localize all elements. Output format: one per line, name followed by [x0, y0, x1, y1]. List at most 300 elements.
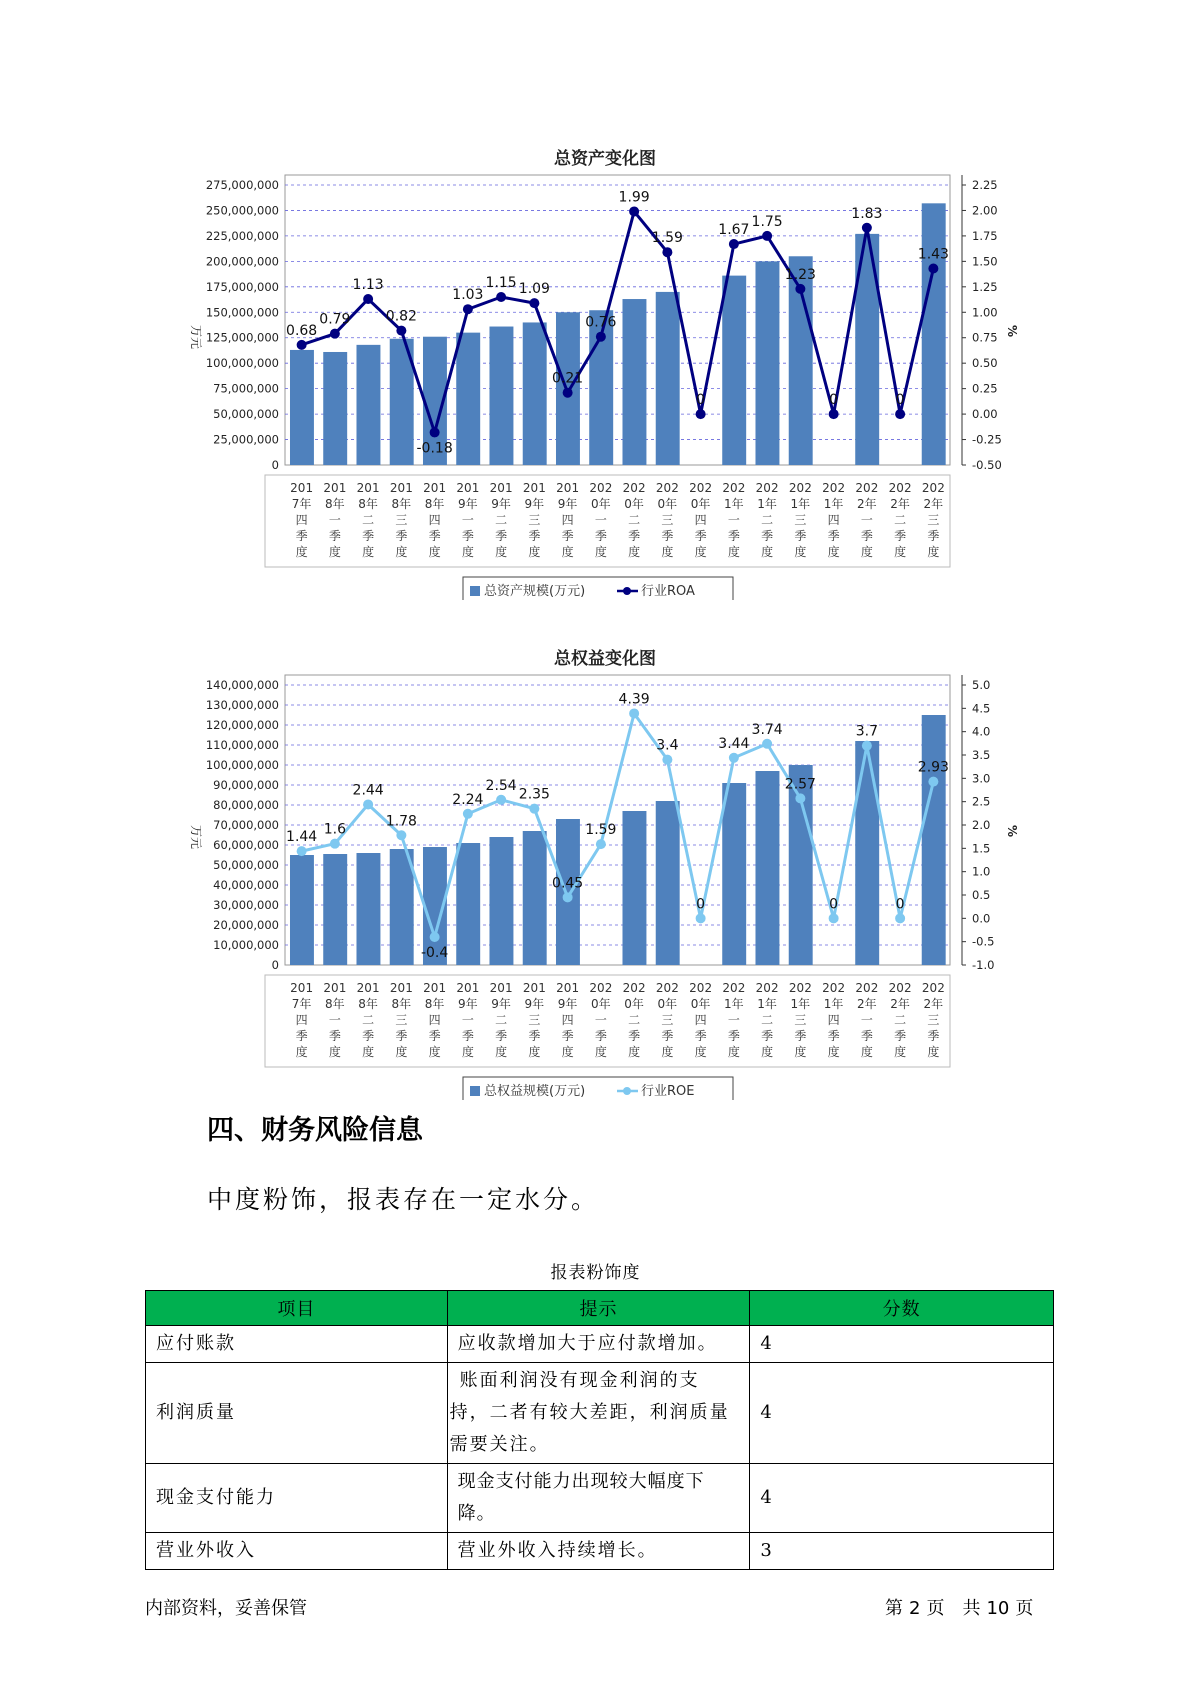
right-tick-label: -0.50	[972, 458, 1002, 472]
category-label: 季	[860, 529, 873, 543]
line-point	[596, 839, 606, 849]
bar	[489, 837, 513, 965]
row-score: 3	[750, 1533, 1054, 1570]
bar	[356, 853, 380, 965]
category-label: 0年	[591, 497, 611, 511]
data-label: 1.13	[352, 277, 384, 294]
category-label: 度	[328, 1045, 341, 1059]
category-label: 季	[362, 529, 375, 543]
category-label: 9年	[524, 497, 545, 511]
category-label: 季	[661, 529, 674, 543]
right-tick-label: 0.00	[972, 407, 998, 422]
risk-table	[145, 1290, 1054, 1570]
line-point	[596, 332, 606, 342]
category-label: 二	[894, 1013, 907, 1027]
right-tick-label: 1.00	[972, 305, 998, 320]
category-label: 一	[461, 1013, 474, 1027]
data-label: 3.74	[751, 721, 783, 738]
category-label: 202	[689, 981, 713, 995]
left-tick-label: 225,000,000	[205, 228, 279, 243]
right-tick-label: 3.0	[972, 771, 991, 786]
bar	[323, 352, 347, 465]
table-row	[146, 1464, 1054, 1533]
data-label: 1.83	[851, 205, 883, 222]
line-point	[829, 409, 839, 419]
bar	[656, 801, 680, 965]
category-label: 度	[295, 545, 308, 559]
category-label: 季	[528, 1029, 541, 1043]
category-label: 季	[362, 1029, 375, 1043]
category-label: 1年	[823, 497, 844, 511]
category-label: 度	[761, 545, 774, 559]
bar	[722, 783, 746, 965]
data-label: 2.57	[784, 776, 816, 793]
category-label: 202	[822, 481, 846, 495]
category-label: 201	[356, 981, 380, 995]
left-tick-label: 90,000,000	[213, 778, 279, 792]
page-current: 2	[909, 1598, 921, 1619]
category-label: 季	[927, 529, 940, 543]
category-label: 201	[556, 481, 580, 495]
right-tick-label: 0.75	[972, 330, 998, 345]
bar	[456, 333, 480, 465]
category-label: 201	[522, 981, 546, 995]
right-tick-label: 4.5	[972, 701, 991, 716]
category-label: 度	[827, 1045, 840, 1059]
category-label: 季	[794, 1029, 807, 1043]
category-label: 度	[927, 1045, 940, 1059]
line-point	[729, 753, 739, 763]
right-tick-label: 2.0	[972, 818, 991, 832]
left-tick-label: 80,000,000	[213, 798, 279, 812]
category-label: 0年	[624, 997, 644, 1011]
category-label: 度	[395, 1045, 408, 1059]
right-tick-label: 1.5	[972, 841, 991, 856]
category-label: 度	[594, 545, 607, 559]
table-row	[146, 1363, 1054, 1464]
left-tick-label: 120,000,000	[205, 718, 279, 732]
category-label: 度	[927, 545, 940, 559]
bar	[290, 855, 314, 965]
category-label: 度	[461, 1045, 474, 1059]
line-point	[330, 839, 340, 849]
table-caption: 报表粉饰度	[550, 1263, 641, 1283]
category-label: 季	[428, 529, 441, 543]
right-tick-label: 1.0	[972, 864, 991, 879]
category-label: 0年	[624, 497, 644, 511]
bar	[922, 715, 946, 965]
category-label: 9年	[491, 997, 511, 1011]
category-label: 202	[722, 981, 746, 995]
header-item: 项目	[146, 1291, 448, 1326]
left-tick-label: 50,000,000	[213, 858, 279, 872]
category-label: 季	[727, 1029, 740, 1043]
category-label: 季	[561, 1029, 574, 1043]
category-label: 季	[761, 1029, 774, 1043]
data-label: 0	[895, 392, 905, 409]
line-point	[529, 298, 539, 308]
data-label: 1.23	[784, 266, 816, 283]
line-point	[463, 809, 473, 819]
category-label: 季	[428, 1029, 441, 1043]
category-label: 度	[495, 1045, 508, 1059]
left-tick-label: 140,000,000	[205, 678, 279, 692]
category-label: 9年	[524, 997, 545, 1011]
bar	[656, 292, 680, 465]
right-tick-label: 1.50	[972, 254, 998, 269]
category-label: 季	[495, 529, 508, 543]
data-label: 1.15	[485, 275, 517, 291]
right-tick-label: 2.25	[972, 178, 998, 192]
line-point	[862, 223, 872, 233]
data-label: 3.7	[855, 723, 879, 740]
category-label: 季	[860, 1029, 873, 1043]
line-point	[862, 741, 872, 751]
data-label: 1.44	[286, 829, 318, 846]
category-label: 1年	[757, 997, 777, 1011]
category-label: 202	[755, 481, 779, 495]
right-tick-label: 2.5	[972, 794, 991, 809]
row-item: 现金支付能力	[146, 1464, 448, 1533]
category-label: 季	[328, 529, 341, 543]
left-tick-label: 125,000,000	[205, 330, 279, 345]
category-label: 度	[727, 1045, 740, 1059]
right-tick-label: 0.50	[972, 356, 998, 371]
right-tick-label: 0.0	[972, 911, 991, 926]
category-label: 度	[794, 1045, 807, 1059]
data-label: 0	[895, 896, 905, 913]
line-point	[563, 892, 573, 902]
line-point	[629, 708, 639, 718]
left-tick-label: 200,000,000	[205, 254, 279, 269]
category-label: 季	[894, 1029, 907, 1043]
right-tick-label: -0.25	[972, 432, 1002, 447]
category-label: 202	[888, 981, 912, 995]
data-label: 0	[829, 392, 839, 409]
line-point	[895, 409, 905, 419]
left-tick-label: 70,000,000	[213, 818, 279, 832]
category-label: 202	[655, 481, 679, 495]
category-label: 度	[628, 545, 641, 559]
data-label: 1.99	[618, 189, 650, 206]
category-label: 201	[323, 981, 347, 995]
data-label: 1.09	[518, 281, 550, 298]
line-point	[928, 777, 938, 787]
category-label: 201	[456, 981, 480, 995]
bar	[456, 843, 480, 965]
left-tick-label: 30,000,000	[213, 898, 279, 912]
left-tick-label: 100,000,000	[205, 356, 279, 371]
category-label: 三	[661, 513, 674, 527]
category-label: 季	[594, 1029, 607, 1043]
category-label: 度	[661, 1045, 674, 1059]
category-label: 四	[295, 513, 308, 527]
category-label: 季	[395, 529, 408, 543]
bar	[755, 261, 779, 465]
category-label: 2年	[923, 497, 944, 511]
category-label: 二	[894, 513, 907, 527]
category-label: 一	[461, 513, 474, 527]
left-tick-label: 275,000,000	[205, 178, 279, 192]
row-score: 4	[750, 1363, 1054, 1464]
category-label: 201	[323, 481, 347, 495]
line-point	[895, 913, 905, 923]
line-point	[430, 932, 440, 942]
category-label: 度	[794, 545, 807, 559]
row-hint: 现金支付能力出现较大幅度下降。	[447, 1464, 750, 1533]
total-equity-chart-svg	[180, 640, 1030, 1100]
category-label: 201	[556, 981, 580, 995]
bar	[556, 819, 580, 965]
line-point	[297, 340, 307, 350]
category-label: 四	[561, 1013, 574, 1027]
category-label: 四	[827, 1013, 840, 1027]
legend-bar-swatch	[470, 586, 480, 596]
line-point	[795, 284, 805, 294]
page-suffix: 页	[1015, 1598, 1034, 1619]
left-tick-label: 20,000,000	[213, 918, 279, 932]
category-label: 度	[528, 545, 541, 559]
category-label: 度	[362, 545, 375, 559]
table-header-row	[146, 1291, 1054, 1326]
category-label: 季	[694, 1029, 707, 1043]
category-label: 8年	[391, 997, 412, 1011]
line-point	[696, 913, 706, 923]
category-label: 202	[788, 481, 812, 495]
category-label: 季	[894, 529, 907, 543]
left-tick-label: 10,000,000	[213, 938, 279, 952]
category-label: 四	[827, 513, 840, 527]
category-label: 201	[356, 481, 380, 495]
row-hint: 营业外收入持续增长。	[447, 1533, 750, 1570]
bar	[489, 327, 513, 465]
data-label: 1.78	[385, 813, 417, 830]
category-label: 9年	[458, 997, 478, 1011]
category-label: 四	[561, 513, 574, 527]
legend-bar-label: 总权益规模(万元)	[484, 1084, 586, 1099]
category-label: 度	[561, 1045, 574, 1059]
category-label: 1年	[790, 997, 811, 1011]
category-label: 三	[927, 513, 940, 527]
left-tick-label: 110,000,000	[205, 738, 279, 752]
data-label: 1.6	[323, 821, 347, 838]
chart-title: 总资产变化图	[554, 149, 656, 169]
category-label: 202	[622, 981, 646, 995]
data-label: -0.18	[416, 440, 453, 457]
legend-line-marker	[623, 587, 631, 595]
right-tick-label: 5.0	[972, 678, 991, 692]
category-label: 二	[761, 513, 774, 527]
legend-line-marker	[623, 1087, 631, 1095]
category-label: 季	[827, 1029, 840, 1043]
bar	[722, 276, 746, 465]
category-label: 度	[495, 545, 508, 559]
category-label: 度	[528, 1045, 541, 1059]
legend-line-label: 行业ROE	[641, 1084, 695, 1099]
bar	[622, 299, 646, 465]
category-label: 201	[489, 481, 513, 495]
left-tick-label: 0	[271, 458, 279, 472]
page-prefix: 第	[885, 1598, 903, 1619]
category-label: 0年	[690, 997, 711, 1011]
category-label: 202	[755, 981, 779, 995]
line-point	[629, 206, 639, 216]
category-label: 8年	[325, 997, 345, 1011]
category-label: 二	[362, 513, 375, 527]
category-label: 度	[761, 1045, 774, 1059]
category-label: 三	[661, 1013, 674, 1027]
right-tick-label: 1.25	[972, 279, 998, 294]
category-label: 1年	[790, 497, 811, 511]
data-label: 0.76	[585, 314, 617, 331]
category-label: 度	[395, 545, 408, 559]
category-label: 7年	[291, 497, 312, 511]
left-tick-label: 0	[271, 958, 279, 972]
left-tick-label: 40,000,000	[213, 878, 279, 892]
category-label: 季	[694, 529, 707, 543]
category-label: 201	[290, 981, 314, 995]
right-axis-unit: %	[1005, 825, 1019, 838]
left-tick-label: 250,000,000	[205, 203, 279, 218]
category-label: 201	[489, 981, 513, 995]
line-point	[529, 804, 539, 814]
data-label: 0.79	[319, 311, 351, 328]
category-label: 度	[561, 545, 574, 559]
category-label: 四	[428, 1013, 441, 1027]
category-label: 度	[428, 545, 441, 559]
page-indicator	[885, 1594, 1039, 1620]
category-label: 度	[860, 1045, 873, 1059]
page-total: 10	[986, 1598, 1010, 1619]
category-label: 202	[589, 981, 613, 995]
category-label: 季	[827, 529, 840, 543]
table-row	[146, 1326, 1054, 1363]
category-label: 0年	[657, 497, 678, 511]
page-mid: 页	[926, 1598, 945, 1619]
category-label: 季	[495, 1029, 508, 1043]
left-tick-label: 25,000,000	[213, 432, 279, 447]
category-label: 度	[428, 1045, 441, 1059]
category-label: 2年	[890, 997, 910, 1011]
category-label: 季	[628, 529, 641, 543]
category-label: 一	[860, 513, 873, 527]
data-label: 4.39	[618, 691, 650, 708]
category-label: 三	[794, 513, 807, 527]
category-label: 202	[822, 981, 846, 995]
data-label: 0.82	[385, 308, 417, 325]
category-label: 202	[589, 481, 613, 495]
data-label: 1.75	[751, 213, 783, 230]
line-point	[829, 913, 839, 923]
category-label: 1年	[724, 997, 744, 1011]
category-label: 二	[628, 1013, 641, 1027]
category-label: 9年	[557, 497, 578, 511]
data-label: 1.67	[718, 222, 750, 239]
bar	[290, 350, 314, 465]
category-label: 季	[761, 529, 774, 543]
category-label: 度	[461, 545, 474, 559]
category-label: 一	[727, 513, 740, 527]
category-label: 201	[389, 481, 413, 495]
category-label: 202	[855, 481, 879, 495]
category-label: 1年	[757, 497, 777, 511]
category-label: 202	[888, 481, 912, 495]
left-tick-label: 75,000,000	[213, 381, 279, 396]
category-label: 季	[295, 529, 308, 543]
category-label: 二	[495, 513, 508, 527]
section-heading: 四、财务风险信息	[207, 1115, 423, 1146]
category-label: 2年	[857, 497, 877, 511]
category-label: 季	[794, 529, 807, 543]
category-label: 201	[522, 481, 546, 495]
data-label: 0.68	[286, 322, 318, 339]
category-label: 8年	[358, 997, 378, 1011]
category-label: 2年	[923, 997, 944, 1011]
row-score: 4	[750, 1464, 1054, 1533]
category-label: 四	[694, 513, 707, 527]
category-label: 8年	[391, 497, 412, 511]
data-label: -0.4	[420, 945, 449, 961]
category-label: 三	[927, 1013, 940, 1027]
right-tick-label: 3.5	[972, 748, 991, 762]
row-score: 4	[750, 1326, 1054, 1363]
right-tick-label: 2.00	[972, 203, 998, 218]
data-label: 1.43	[917, 246, 949, 263]
category-label: 度	[594, 1045, 607, 1059]
category-label: 1年	[823, 997, 844, 1011]
data-label: 0.45	[552, 875, 584, 892]
data-label: 0	[696, 392, 706, 409]
category-label: 季	[561, 529, 574, 543]
category-label: 201	[456, 481, 480, 495]
right-tick-label: 4.0	[972, 724, 991, 739]
category-label: 三	[395, 1013, 408, 1027]
line-point	[928, 263, 938, 273]
legend-bar-label: 总资产规模(万元)	[484, 584, 586, 599]
right-tick-label: 0.25	[972, 381, 998, 396]
right-tick-label: -1.0	[972, 958, 995, 972]
category-label: 度	[827, 545, 840, 559]
category-label: 1年	[724, 497, 744, 511]
line-point	[729, 239, 739, 249]
right-axis-unit: %	[1005, 325, 1019, 338]
left-tick-label: 175,000,000	[205, 279, 279, 294]
category-label: 0年	[690, 497, 711, 511]
category-label: 201	[423, 481, 447, 495]
left-tick-label: 100,000,000	[205, 758, 279, 772]
category-label: 202	[655, 981, 679, 995]
category-label: 度	[628, 1045, 641, 1059]
line-point	[430, 427, 440, 437]
right-tick-label: 0.5	[972, 888, 991, 902]
legend-bar-swatch	[470, 1086, 480, 1096]
category-label: 度	[694, 1045, 707, 1059]
legend-line-label: 行业ROA	[641, 584, 695, 599]
category-label: 9年	[458, 497, 478, 511]
category-label: 一	[727, 1013, 740, 1027]
total-equity-chart	[180, 640, 1030, 1100]
category-label: 201	[389, 981, 413, 995]
category-label: 7年	[291, 997, 312, 1011]
line-point	[496, 292, 506, 302]
data-label: 2.44	[352, 782, 384, 799]
total-assets-chart	[180, 140, 1030, 600]
category-label: 季	[661, 1029, 674, 1043]
category-label: 0年	[591, 997, 611, 1011]
category-label: 201	[290, 481, 314, 495]
category-label: 202	[722, 481, 746, 495]
category-label: 四	[295, 1013, 308, 1027]
